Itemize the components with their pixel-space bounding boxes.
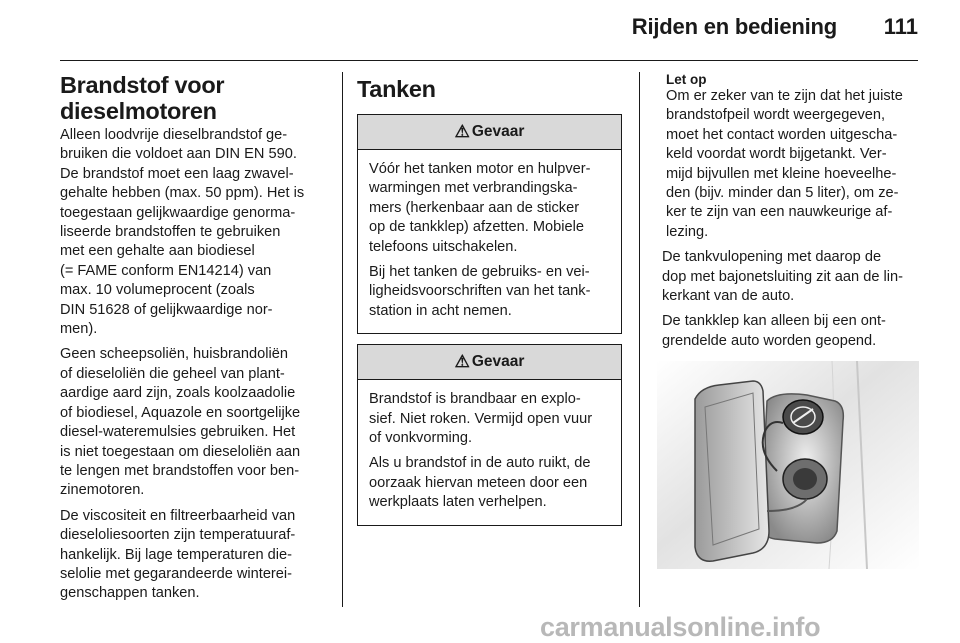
header-divider bbox=[60, 60, 918, 61]
warning-triangle-icon: ⚠ bbox=[454, 352, 470, 372]
fuel-cap-paragraph-1: De tankvulopening met daarop de dop met bajonetsluiting zit aan de lin- kerkant van de auto. bbox=[662, 249, 903, 305]
danger-label: Gevaar bbox=[471, 123, 525, 140]
danger-label: Gevaar bbox=[471, 353, 525, 371]
danger-box-2-paragraph-2: Als u brandstof in de auto ruikt, de oorzaak hiervan meteen door een werkplaats laten verhelpen. bbox=[369, 455, 591, 511]
column-divider-1 bbox=[342, 72, 343, 607]
fuel-cap-paragraph-2: De tankklep kan alleen bij een ont- grendelde auto worden geopend. bbox=[662, 313, 886, 349]
warning-triangle-icon: ⚠ bbox=[454, 122, 470, 141]
watermark: carmanualsonline.info bbox=[540, 612, 821, 642]
note-label: Let op bbox=[666, 72, 707, 87]
column-refuelling bbox=[357, 72, 622, 536]
danger-box-1 bbox=[357, 114, 622, 334]
column-divider-2 bbox=[639, 72, 640, 607]
diesel-paragraph-2: Geen scheepsoliën, huisbrandoliën of dieseloliën die geheel van plant- aardige aard zijn, zoals koolzaadolie of biodiesel, Aquazole en soortgelijke diesel-wateremulsies gebruiken. Het is niet toegestaan om dieseloliën aan te lengen met brandstoffen voor ben- zinemotoren. bbox=[60, 346, 301, 499]
diesel-paragraph-3: De viscositeit en filtreerbaarheid van dieseloliesoorten zijn temperatuuraf- hankelijk. Bij lage temperaturen die- selolie met gegarandeerde winterei- genschappen tanken. bbox=[60, 507, 296, 602]
danger-box-1-paragraph-2: Bij het tanken de gebruiks- en vei- ligheidsvoorschriften van het tank- station in acht nemen. bbox=[369, 264, 591, 319]
danger-box-2-header bbox=[358, 345, 621, 380]
section-title: Rijden en bediening bbox=[631, 14, 837, 39]
column-notes bbox=[662, 72, 922, 569]
page-number: 111 bbox=[883, 14, 918, 39]
danger-box-2-paragraph-1: Brandstof is brandbaar en explo- sief. Niet roken. Vermijd open vuur of vonkvorming. bbox=[369, 391, 593, 447]
danger-box-2 bbox=[357, 344, 622, 525]
column-diesel-fuel bbox=[60, 72, 332, 610]
note-text: Om er zeker van te zijn dat het juiste brandstofpeil wordt weergegeven, moet het contact worden uitgescha- keld voordat wordt bijgetankt. Ver- mijd bijvullen met kleine hoeveelhe- den (bijv. minder dan 5 liter), om ze- ker te zijn van een nauwkeurige af- lezing. bbox=[666, 88, 903, 240]
fuel-filler-flap-illustration bbox=[657, 361, 919, 569]
danger-box-1-header bbox=[358, 115, 621, 150]
diesel-paragraph-1: Alleen loodvrije dieselbrandstof ge- bruiken die voldoet aan DIN EN 590. De brandstof moet een laag zwavel- gehalte hebben (max. 50 ppm). Het is toegestaan gelijkwaardige genorma- liseerde brandstoffen te gebruiken met een gehalte aan biodiesel (= FAME conform EN14214) van max. 10 volumeprocent (zoals DIN 51628 of gelijkwaardige nor- men). bbox=[60, 127, 305, 338]
refuelling-heading: Tanken bbox=[357, 76, 436, 102]
danger-box-1-paragraph-1: Vóór het tanken motor en hulpver- warmingen met verbrandingska- mers (herkenbaar aan de sticker op de tankklep) afzetten. Mobiele telefoons uitschakelen. bbox=[369, 161, 591, 255]
diesel-heading: Brandstof voor dieselmotoren bbox=[60, 72, 225, 124]
